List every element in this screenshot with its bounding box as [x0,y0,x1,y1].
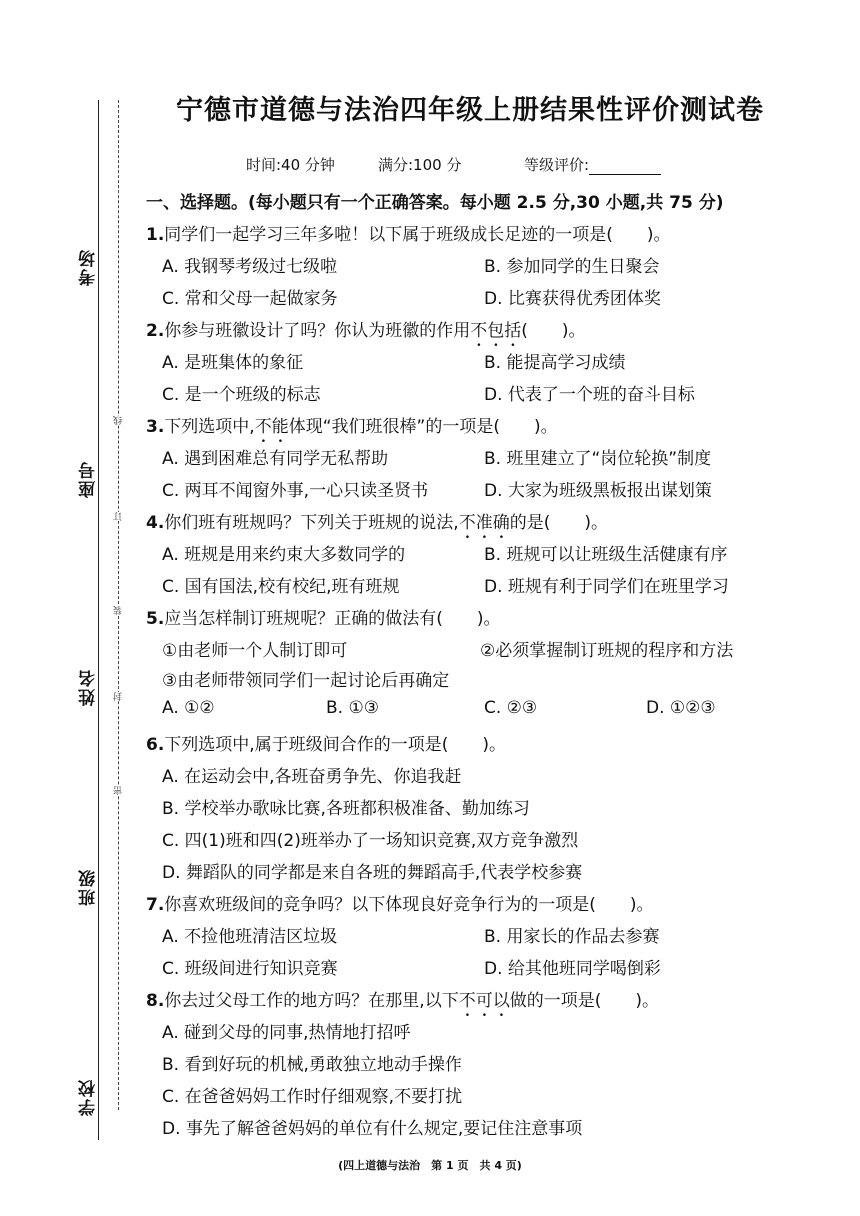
option-b[interactable]: B. 班规可以让班级生活健康有序 [484,545,728,565]
emphasis-text: 不准确 [458,513,510,533]
option-d[interactable]: D. ①②③ [646,698,716,718]
option-b[interactable]: B. 学校举办歌咏比赛,各班都积极准备、勤加练习 [162,799,530,819]
question-text: 你们班有班规吗？下列关于班规的说法, [164,513,459,533]
school-label: 学校 [79,1078,99,1116]
question-text: 你参与班徽设计了吗？你认为班徽的作用 [164,321,471,341]
option-d[interactable]: D. 事先了解爸爸妈妈的单位有什么规定,要记住注意事项 [162,1119,583,1139]
grade-info [524,154,661,175]
option-a[interactable]: A. 遇到困难总有同学无私帮助 [162,449,389,469]
question-number: 5. [146,609,165,629]
question-4 [146,508,608,543]
option-b[interactable]: B. 能提高学习成绩 [484,353,626,373]
option-b[interactable]: B. 用家长的作品去参赛 [484,927,660,947]
option-d[interactable]: D. 比赛获得优秀团体奖 [484,289,661,309]
statement-3: ③由老师带领同学们一起讨论后再确定 [162,671,450,691]
question-text: 你喜欢班级间的竞争吗？以下体现良好竞争行为的一项是( )。 [164,895,654,915]
option-c[interactable]: C. 国有国法,校有校纪,班有班规 [162,577,400,597]
option-d[interactable]: D. 舞蹈队的同学都是来自各班的舞蹈高手,代表学校参赛 [162,863,583,883]
question-text: 下列选项中,属于班级间合作的一项是( )。 [164,735,506,755]
margin-mark-bind: 订 [114,512,124,521]
question-text-end: 的是( )。 [509,513,608,533]
emphasis-text: 不能 [254,417,289,437]
grade-label: 等级评价: [524,156,590,174]
option-c[interactable]: C. 两耳不闻窗外事,一心只读圣贤书 [162,481,429,501]
question-8 [146,986,659,1021]
option-a[interactable]: A. 在运动会中,各班奋勇争先、你追我赶 [162,767,462,787]
option-a[interactable]: A. 是班集体的象征 [162,353,304,373]
option-b[interactable]: B. 班里建立了“岗位轮换”制度 [484,449,712,469]
margin-mark-seal: 封 [114,692,124,701]
question-text: 同学们一起学习三年多啦！以下属于班级成长足迹的一项是( )。 [164,225,671,245]
option-b[interactable]: B. 看到好玩的机械,勇敢独立地动手操作 [162,1055,462,1075]
question-number: 2. [146,321,165,341]
question-text-end: 体现“我们班很棒”的一项是( )。 [288,417,558,437]
question-text: 下列选项中, [164,417,255,437]
emphasis-text: 不可以 [458,991,510,1011]
option-c[interactable]: C. 班级间进行知识竞赛 [162,959,338,979]
question-7 [146,890,654,915]
option-a[interactable]: A. 班规是用来约束大多数同学的 [162,545,406,565]
option-d[interactable]: D. 班规有利于同学们在班里学习 [484,577,729,597]
margin-mark-secret: 密 [114,786,124,795]
question-3 [146,412,558,447]
emphasis-text: 不包括 [470,321,522,341]
option-b[interactable]: B. ①③ [326,698,379,718]
statement-1: ①由老师一个人制订即可 [162,641,348,661]
option-a[interactable]: A. 我钢琴考级过七级啦 [162,257,338,277]
grade-blank[interactable] [589,160,661,175]
class-label: 班级 [79,868,99,906]
name-label: 姓名 [79,668,99,706]
question-text: 应当怎样制订班规呢？正确的做法有( )。 [164,609,501,629]
statement-2: ②必须掌握制订班规的程序和方法 [480,641,734,661]
option-b[interactable]: B. 参加同学的生日聚会 [484,257,660,277]
option-c[interactable]: C. 是一个班级的标志 [162,385,321,405]
margin-mark-pack: 装 [114,606,124,615]
option-c[interactable]: C. ②③ [484,698,538,718]
question-text: 你去过父母工作的地方吗？在那里,以下 [164,991,459,1011]
cut-line [118,100,119,1110]
question-1 [146,220,671,245]
question-6 [146,730,506,755]
option-a[interactable]: A. 碰到父母的同事,热情地打招呼 [162,1023,411,1043]
exam-title: 宁德市道德与法治四年级上册结果性评价测试卷 [176,95,764,126]
option-d[interactable]: D. 代表了一个班的奋斗目标 [484,385,695,405]
question-number: 1. [146,225,165,245]
question-number: 6. [146,735,165,755]
time-info: 时间:40 分钟 [246,156,335,174]
option-d[interactable]: D. 给其他班同学喝倒彩 [484,959,661,979]
question-5 [146,604,501,629]
question-number: 3. [146,417,165,437]
question-text-end: 做的一项是( )。 [509,991,659,1011]
section-heading: 一、选择题。(每小题只有一个正确答案。每小题 2.5 分,30 小题,共 75 分) [146,193,724,213]
page-footer: (四上道德与法治 第 1 页 共 4 页) [338,1159,522,1172]
option-c[interactable]: C. 四(1)班和四(2)班举办了一场知识竞赛,双方竞争激烈 [162,831,579,851]
option-a[interactable]: A. 不捡他班清洁区垃圾 [162,927,338,947]
margin-mark-line: 线 [114,416,124,425]
option-c[interactable]: C. 常和父母一起做家务 [162,289,338,309]
option-a[interactable]: A. ①② [162,698,215,718]
seat-number-label: 座号 [79,460,99,498]
exam-room-label: 考场 [79,248,99,286]
option-d[interactable]: D. 大家为班级黑板报出谋划策 [484,481,712,501]
question-number: 8. [146,991,165,1011]
option-c[interactable]: C. 在爸爸妈妈工作时仔细观察,不要打扰 [162,1087,463,1107]
question-text-end: ( )。 [521,321,586,341]
question-number: 7. [146,895,165,915]
question-2 [146,316,586,351]
question-number: 4. [146,513,165,533]
score-info: 满分:100 分 [378,156,462,174]
